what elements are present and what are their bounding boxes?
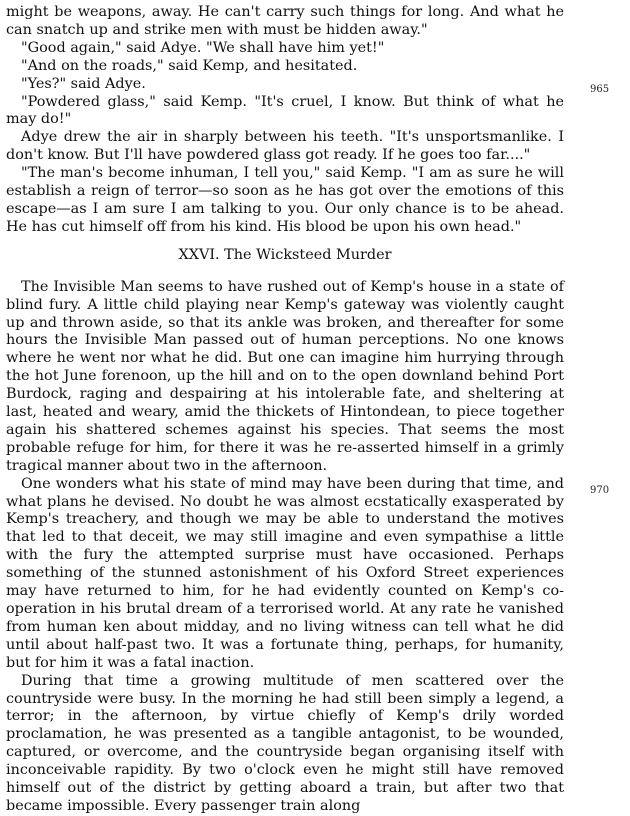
paragraph-5: "Powdered glass," said Kemp. "It's cruel, I know. But think of what he may do!"	[6, 93, 564, 128]
paragraph-2: "Good again," said Adye. "We shall have him yet!"	[21, 39, 385, 56]
paragraph-6: Adye drew the air in sharply between his teeth. "It's unsportsmanlike. I don't know. But I'll have powdered glass got ready. If he goes too far...."	[6, 129, 564, 164]
paragraph-4: "Yes?" said Adye.	[21, 75, 146, 92]
paragraph-9: One wonders what his state of mind may have been during that time, and what plans he devised. No doubt he was almost ecstatically exasperated by Kemp's treachery, and though we may be able to understand the motives that led to that deceit, we may still imagine and even sympathise a little with the fury the attempted surprise must have occasioned. Perhaps something of the stunned astonishment of his Oxford Street experiences may have returned to him, for he had evidently counted on Kemp's co-operation in his brutal dream of a terrorised world. At any rate he vanished from human ken about midday, and no living witness can tell what he did until about half-past two. It was a fortunate thing, perhaps, for humanity, but for him it was a fatal inaction.	[6, 475, 564, 671]
paragraph-8: The Invisible Man seems to have rushed out of Kemp's house in a state of blind fury. A little child playing near Kemp's gateway was violently caught up and thrown aside, so that its ankle was broken, and thereafter for some hours the Invisible Man passed out of human perceptions. No one knows where he went nor what he did. But one can imagine him hurrying through the hot June forenoon, up the hill and on to the open downland behind Port Burdock, raging and despairing at his intolerable fate, and sheltering at last, heated and weary, amid the thickets of Hintondean, to piece together again his shattered schemes against his species. That seems the most probable refuge for him, for there it was he re-asserted himself in a grimly tragical manner about two in the afternoon.	[6, 278, 564, 474]
paragraph-1: might be weapons, away. He can't carry such things for long. And what he can snatch up and strike men with must be hidden away."	[6, 4, 564, 38]
line-number-965: 965	[590, 84, 610, 95]
paragraph-3: "And on the roads," said Kemp, and hesitated.	[21, 57, 358, 74]
chapter-title: XXVI. The Wicksteed Murder	[178, 246, 392, 263]
page-text	[6, 4, 564, 816]
paragraph-7: "The man's become inhuman, I tell you," said Kemp. "I am as sure he will establish a reign of terror—so soon as he has got over the emotions of this escape—as I am sure I am talking to you. Our only chance is to be ahead. He has cut himself off from his kind. His blood be upon his own head."	[6, 165, 564, 235]
line-number-970: 970	[590, 485, 610, 496]
paragraph-10: During that time a growing multitude of men scattered over the countryside were busy. In the morning he had still been simply a legend, a terror; in the afternoon, by virtue chiefly of Kemp's drily worded proclamation, he was presented as a tangible antagonist, to be wounded, captured, or overcome, and the countryside began organising itself with inconceivable rapidity. By two o'clock even he might still have removed himself out of the district by getting aboard a train, but after two that became impossible. Every passenger train along	[6, 672, 564, 814]
